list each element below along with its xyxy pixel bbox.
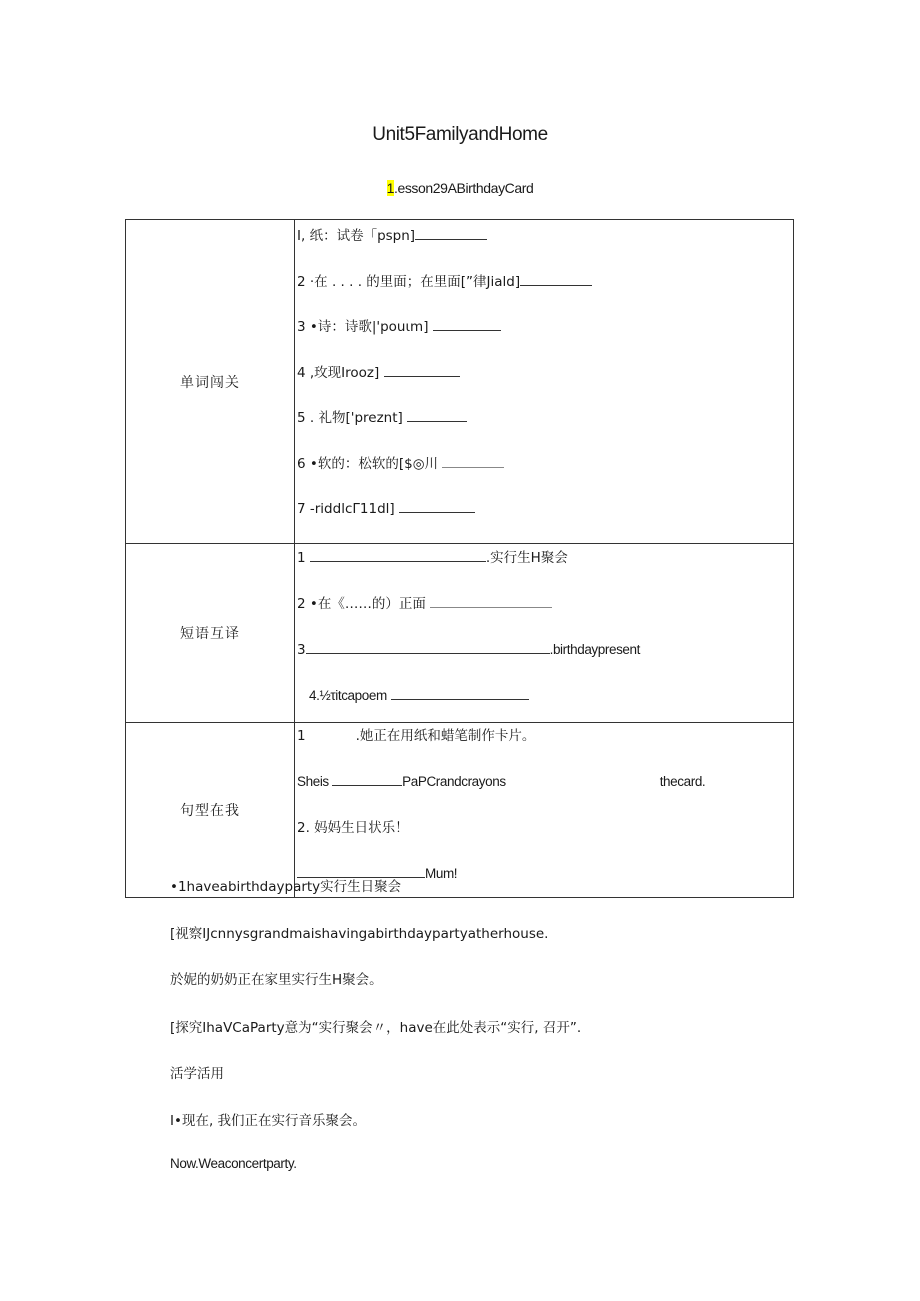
vocab-label: 单词闯关	[126, 220, 295, 544]
note-line: Now.Weaconcertparty.	[170, 1156, 297, 1171]
vocab-item: 2 ·在 . . . . 的里面；在里面[”律Jiald]	[295, 272, 793, 318]
answer-blank[interactable]	[433, 317, 501, 331]
vocab-item: 4 ,玫现Irooz]	[295, 363, 793, 409]
answer-blank[interactable]	[384, 363, 460, 377]
phrases-row	[126, 544, 794, 723]
vocab-item: 6 •软的：松软的[$◎川	[295, 454, 793, 500]
lesson-number: 1	[386, 180, 394, 196]
vocab-item: 5 . 礼物['preznt]	[295, 408, 793, 454]
page-title: Unit5FamilyandHome	[372, 124, 548, 145]
sentences-cell	[295, 723, 794, 898]
lesson-title-text: .esson29ABirthdayCard	[393, 180, 534, 196]
sentence-line: Sheis PaPCrandcrayons thecard.	[297, 774, 706, 789]
phrase-item: 2 •在《……的）正面	[295, 594, 793, 640]
note-line: [探究IhaVCaParty意为“实行聚会〃，have在此处表示“实行, 召开”.	[170, 1020, 582, 1036]
sentence-line: 1 .她正在用纸和蜡笔制作卡片。	[297, 728, 536, 744]
vocab-item: 3 •诗：诗歌|'pouιm]	[295, 317, 793, 363]
answer-blank[interactable]	[442, 454, 504, 468]
note-line: •1haveabirthdayparty实行生日聚会	[170, 879, 402, 895]
note-line: 於妮的奶奶正在家里实行生H聚会。	[170, 972, 383, 988]
phrase-item: 3 .birthdaypresent	[297, 642, 641, 658]
note-line: I•现在, 我们正在实行音乐聚会。	[170, 1113, 367, 1129]
note-line: [视察IJcnnysgrandmaishavingabirthdaypartyatherhouse.	[170, 926, 549, 942]
worksheet-table	[125, 219, 794, 898]
sentence-line: 2. 妈妈生日状乐！	[297, 820, 409, 836]
answer-blank[interactable]	[306, 640, 550, 654]
answer-blank[interactable]	[391, 686, 529, 700]
lesson-title	[0, 180, 920, 196]
answer-blank[interactable]	[399, 499, 475, 513]
phrase-item: 4.½τitcapoem	[295, 686, 793, 722]
vocab-cell	[295, 220, 794, 544]
sentences-row	[126, 723, 794, 898]
vocab-row	[126, 220, 794, 544]
vocab-item: 7 -riddlcΓ11dl]	[295, 499, 793, 543]
answer-blank[interactable]	[310, 548, 486, 562]
answer-blank[interactable]	[407, 408, 467, 422]
phrases-label: 短语互译	[126, 544, 295, 723]
vocab-item: I, 纸：试卷「pspn]	[295, 226, 793, 272]
answer-blank[interactable]	[430, 594, 552, 608]
phrases-cell	[295, 544, 794, 723]
answer-blank[interactable]	[415, 226, 487, 240]
section-heading: 活学活用	[170, 1066, 224, 1082]
answer-blank[interactable]	[520, 272, 592, 286]
answer-blank[interactable]	[332, 772, 402, 786]
phrase-item: 1 .实行生H聚会	[297, 550, 568, 566]
sentence-line: Mum!	[295, 864, 793, 897]
sentences-label: 句型在我	[126, 723, 295, 898]
